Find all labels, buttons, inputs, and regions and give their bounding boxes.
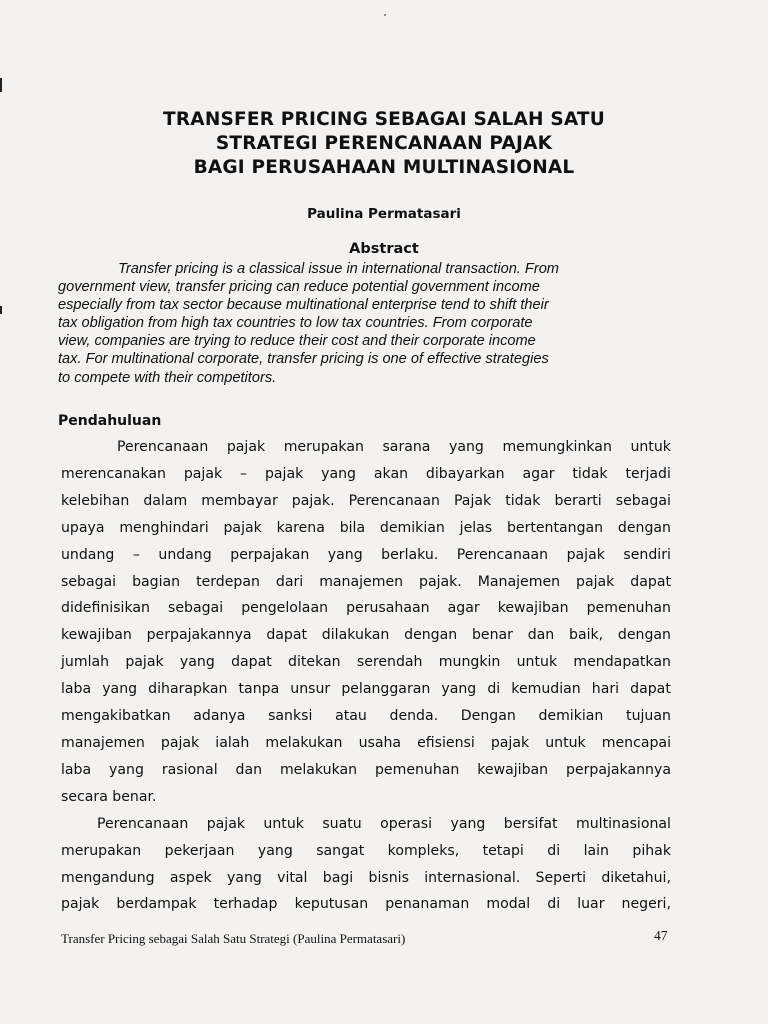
word: dapat (630, 681, 671, 698)
word: pajak (490, 734, 530, 751)
word: agar (522, 465, 555, 482)
word: Perencanaan (97, 815, 189, 832)
word: di (547, 896, 561, 913)
word: demikian (538, 708, 604, 725)
body-line (61, 649, 671, 676)
word: pemenuhan (374, 761, 460, 778)
body-line (61, 595, 671, 622)
word: untuk (545, 734, 586, 751)
word: multinasional (576, 815, 671, 832)
scan-edge-mark (0, 306, 2, 314)
paper-title (60, 108, 708, 180)
word: sarana (382, 439, 431, 455)
body-line (61, 891, 671, 918)
word: berarti (554, 492, 602, 509)
word: ditekan (288, 654, 341, 671)
body-line (61, 488, 671, 515)
word: pajak (183, 465, 223, 482)
word: Perencanaan (348, 492, 440, 509)
word: tidak (505, 492, 541, 509)
word: rasional (161, 761, 218, 778)
word: pajak (160, 734, 200, 751)
word: sebagai (615, 492, 671, 509)
word: pajak (264, 465, 304, 482)
word: kewajiban (477, 761, 549, 778)
word: yang (441, 681, 477, 698)
body-line (61, 434, 671, 461)
word: terdepan (196, 573, 260, 590)
word: dibayarkan (425, 465, 505, 482)
word: mungkin (438, 654, 501, 671)
word: perpajakan (230, 546, 310, 563)
word: jumlah (61, 654, 110, 671)
author-name: Paulina Permatasari (307, 206, 461, 222)
word: membayar (201, 492, 278, 509)
word: pajak (576, 573, 615, 590)
word: berdampak (116, 896, 197, 913)
word: yang (179, 654, 215, 671)
word: dilakukan (321, 627, 390, 644)
word: Manajemen (477, 573, 561, 590)
word: bertentangan (506, 519, 604, 536)
abstract-body (58, 260, 670, 387)
body-line (61, 542, 671, 569)
word: di (547, 842, 561, 859)
body-line (61, 757, 671, 784)
word: negeri, (621, 896, 671, 913)
word: agar (447, 600, 480, 617)
word: jelas (459, 519, 493, 536)
page-number: 47 (654, 928, 668, 943)
word: diharapkan (148, 681, 228, 698)
word: terjadi (625, 465, 671, 482)
word: tetapi (482, 842, 524, 859)
word: tanpa (238, 681, 280, 698)
word: mendapatkan (573, 654, 671, 671)
word: denda. (389, 708, 439, 725)
word: Perencanaan (117, 439, 209, 455)
word: yang (327, 546, 363, 563)
word: unsur (290, 681, 331, 698)
word: untuk (263, 815, 304, 832)
word: perpajakannya (566, 761, 671, 778)
word: perpajakannya (146, 627, 252, 644)
word: untuk (630, 439, 671, 455)
word: yang (102, 681, 138, 698)
word: suatu (322, 815, 362, 832)
abstract-heading: Abstract (349, 241, 419, 257)
word: laba (61, 681, 92, 698)
title-line: STRATEGI PERENCANAAN PAJAK (215, 133, 553, 154)
word: pihak (632, 842, 671, 859)
word: sendiri (623, 546, 671, 563)
word: pajak. (291, 492, 335, 509)
word: manajemen (319, 573, 404, 590)
body-line (61, 515, 671, 542)
word: lain (583, 842, 609, 859)
word: dengan (617, 627, 671, 644)
abstract-line: government view, transfer pricing can reduce potential government income (58, 279, 540, 296)
body-line (61, 784, 671, 811)
word: untuk (516, 654, 558, 671)
body-line (61, 676, 671, 703)
abstract-line: tax obligation from high tax countries to low tax countries. From corporate (58, 315, 533, 332)
word: tidak (572, 465, 608, 482)
word: atau (335, 708, 367, 725)
word: merencanakan (61, 465, 166, 482)
word: demikian (379, 519, 445, 536)
abstract-line: especially from tax sector because multinational enterprise tend to shift their (58, 297, 549, 314)
word: mencapai (601, 734, 671, 751)
word: – (240, 465, 248, 482)
word: aspek (169, 869, 212, 886)
word: pajak (223, 519, 262, 536)
running-footer: Transfer Pricing sebagai Salah Satu Strategi (Paulina Permatasari) (61, 931, 406, 946)
word: dan (527, 627, 555, 644)
body-line (61, 865, 671, 892)
word: kewajiban (497, 600, 569, 617)
word: kelebihan (61, 492, 130, 509)
word: pemenuhan (586, 600, 671, 617)
word: bersifat (503, 815, 558, 832)
word: Dengan (460, 708, 516, 725)
body-line (61, 461, 671, 488)
abstract-line: to compete with their competitors. (58, 369, 277, 386)
word: yang (257, 842, 293, 859)
word: pelanggaran (341, 681, 431, 698)
word: penanaman (385, 896, 470, 913)
body-line (61, 622, 671, 649)
word: yang (450, 815, 486, 832)
word: manajemen (61, 734, 145, 751)
word: tujuan (626, 708, 671, 725)
word: efisiensi (417, 734, 475, 751)
section-heading: Pendahuluan (58, 413, 162, 429)
word: sebagai (61, 573, 117, 590)
word: sangat (316, 842, 365, 859)
word: undang (158, 546, 212, 563)
body-line (61, 569, 671, 596)
abstract-line: tax. For multinational corporate, transfer pricing is one of effective strategies (58, 351, 549, 368)
word: adanya (193, 708, 246, 725)
word: yang (449, 439, 484, 455)
word: sebagai (168, 600, 224, 617)
word: hari (591, 681, 620, 698)
word: diketahui, (601, 869, 671, 886)
word: upaya (61, 519, 105, 536)
word: melakukan (265, 734, 343, 751)
body-line (61, 703, 671, 730)
word: secara benar. (61, 788, 157, 805)
word: merupakan (283, 439, 364, 455)
word: dengan (404, 627, 458, 644)
word: Pajak (453, 492, 492, 509)
title-line: TRANSFER PRICING SEBAGAI SALAH SATU (163, 109, 605, 130)
word: undang (61, 546, 115, 563)
word: bila (339, 519, 366, 536)
word: baik, (569, 627, 604, 644)
word: keputusan (294, 896, 369, 913)
word: luar (577, 896, 605, 913)
word: dapat (630, 573, 671, 590)
word: memungkinkan (502, 439, 612, 455)
word: pajak (206, 815, 245, 832)
word: operasi (380, 815, 433, 832)
abstract-line: Transfer pricing is a classical issue in international transaction. From (118, 261, 559, 277)
body-line (61, 838, 671, 865)
word: sanksi (268, 708, 313, 725)
word: pajak (226, 439, 266, 455)
word: pekerjaan (164, 842, 235, 859)
word: karena (276, 519, 325, 536)
word: dan (235, 761, 263, 778)
word: dapat (231, 654, 272, 671)
body-text (61, 434, 671, 918)
word: ialah (215, 734, 250, 751)
word: modal (486, 896, 531, 913)
word: merupakan (61, 842, 142, 859)
word: pajak (566, 546, 605, 563)
word: kewajiban (61, 627, 132, 644)
word: di (487, 681, 501, 698)
word: Perencanaan (456, 546, 549, 563)
word: laba (61, 761, 92, 778)
word: kemudian (511, 681, 581, 698)
word: Seperti (535, 869, 587, 886)
word: menghindari (119, 519, 209, 536)
word: yang (226, 869, 262, 886)
word: dengan (617, 519, 671, 536)
word: dalam (143, 492, 188, 509)
scan-edge-mark (0, 78, 2, 92)
word: kompleks, (387, 842, 460, 859)
word: mengandung (61, 869, 155, 886)
word: internasional. (424, 869, 521, 886)
word: yang (321, 465, 356, 482)
word: pengelolaan (241, 600, 329, 617)
word: bagi (322, 869, 354, 886)
word: bagian (132, 573, 181, 590)
word: pajak (125, 654, 164, 671)
word: didefinisikan (61, 600, 150, 617)
body-line (61, 730, 671, 757)
word: pajak (61, 896, 100, 913)
word: dari (275, 573, 304, 590)
word: terhadap (213, 896, 278, 913)
word: melakukan (279, 761, 358, 778)
abstract-line: view, companies are trying to reduce their cost and their corporate income (58, 333, 536, 350)
word: vital (277, 869, 308, 886)
word: berlaku. (381, 546, 439, 563)
title-line: BAGI PERUSAHAAN MULTINASIONAL (193, 157, 575, 178)
word: – (132, 546, 140, 563)
word: benar (471, 627, 513, 644)
word: yang (109, 761, 144, 778)
word: serendah (356, 654, 423, 671)
word: perusahaan (346, 600, 430, 617)
word: bisnis (368, 869, 409, 886)
word: usaha (358, 734, 402, 751)
scan-dot (384, 14, 386, 16)
word: akan (373, 465, 409, 482)
word: mengakibatkan (61, 708, 171, 725)
word: dapat (266, 627, 308, 644)
word: pajak. (419, 573, 462, 590)
body-line (61, 811, 671, 838)
